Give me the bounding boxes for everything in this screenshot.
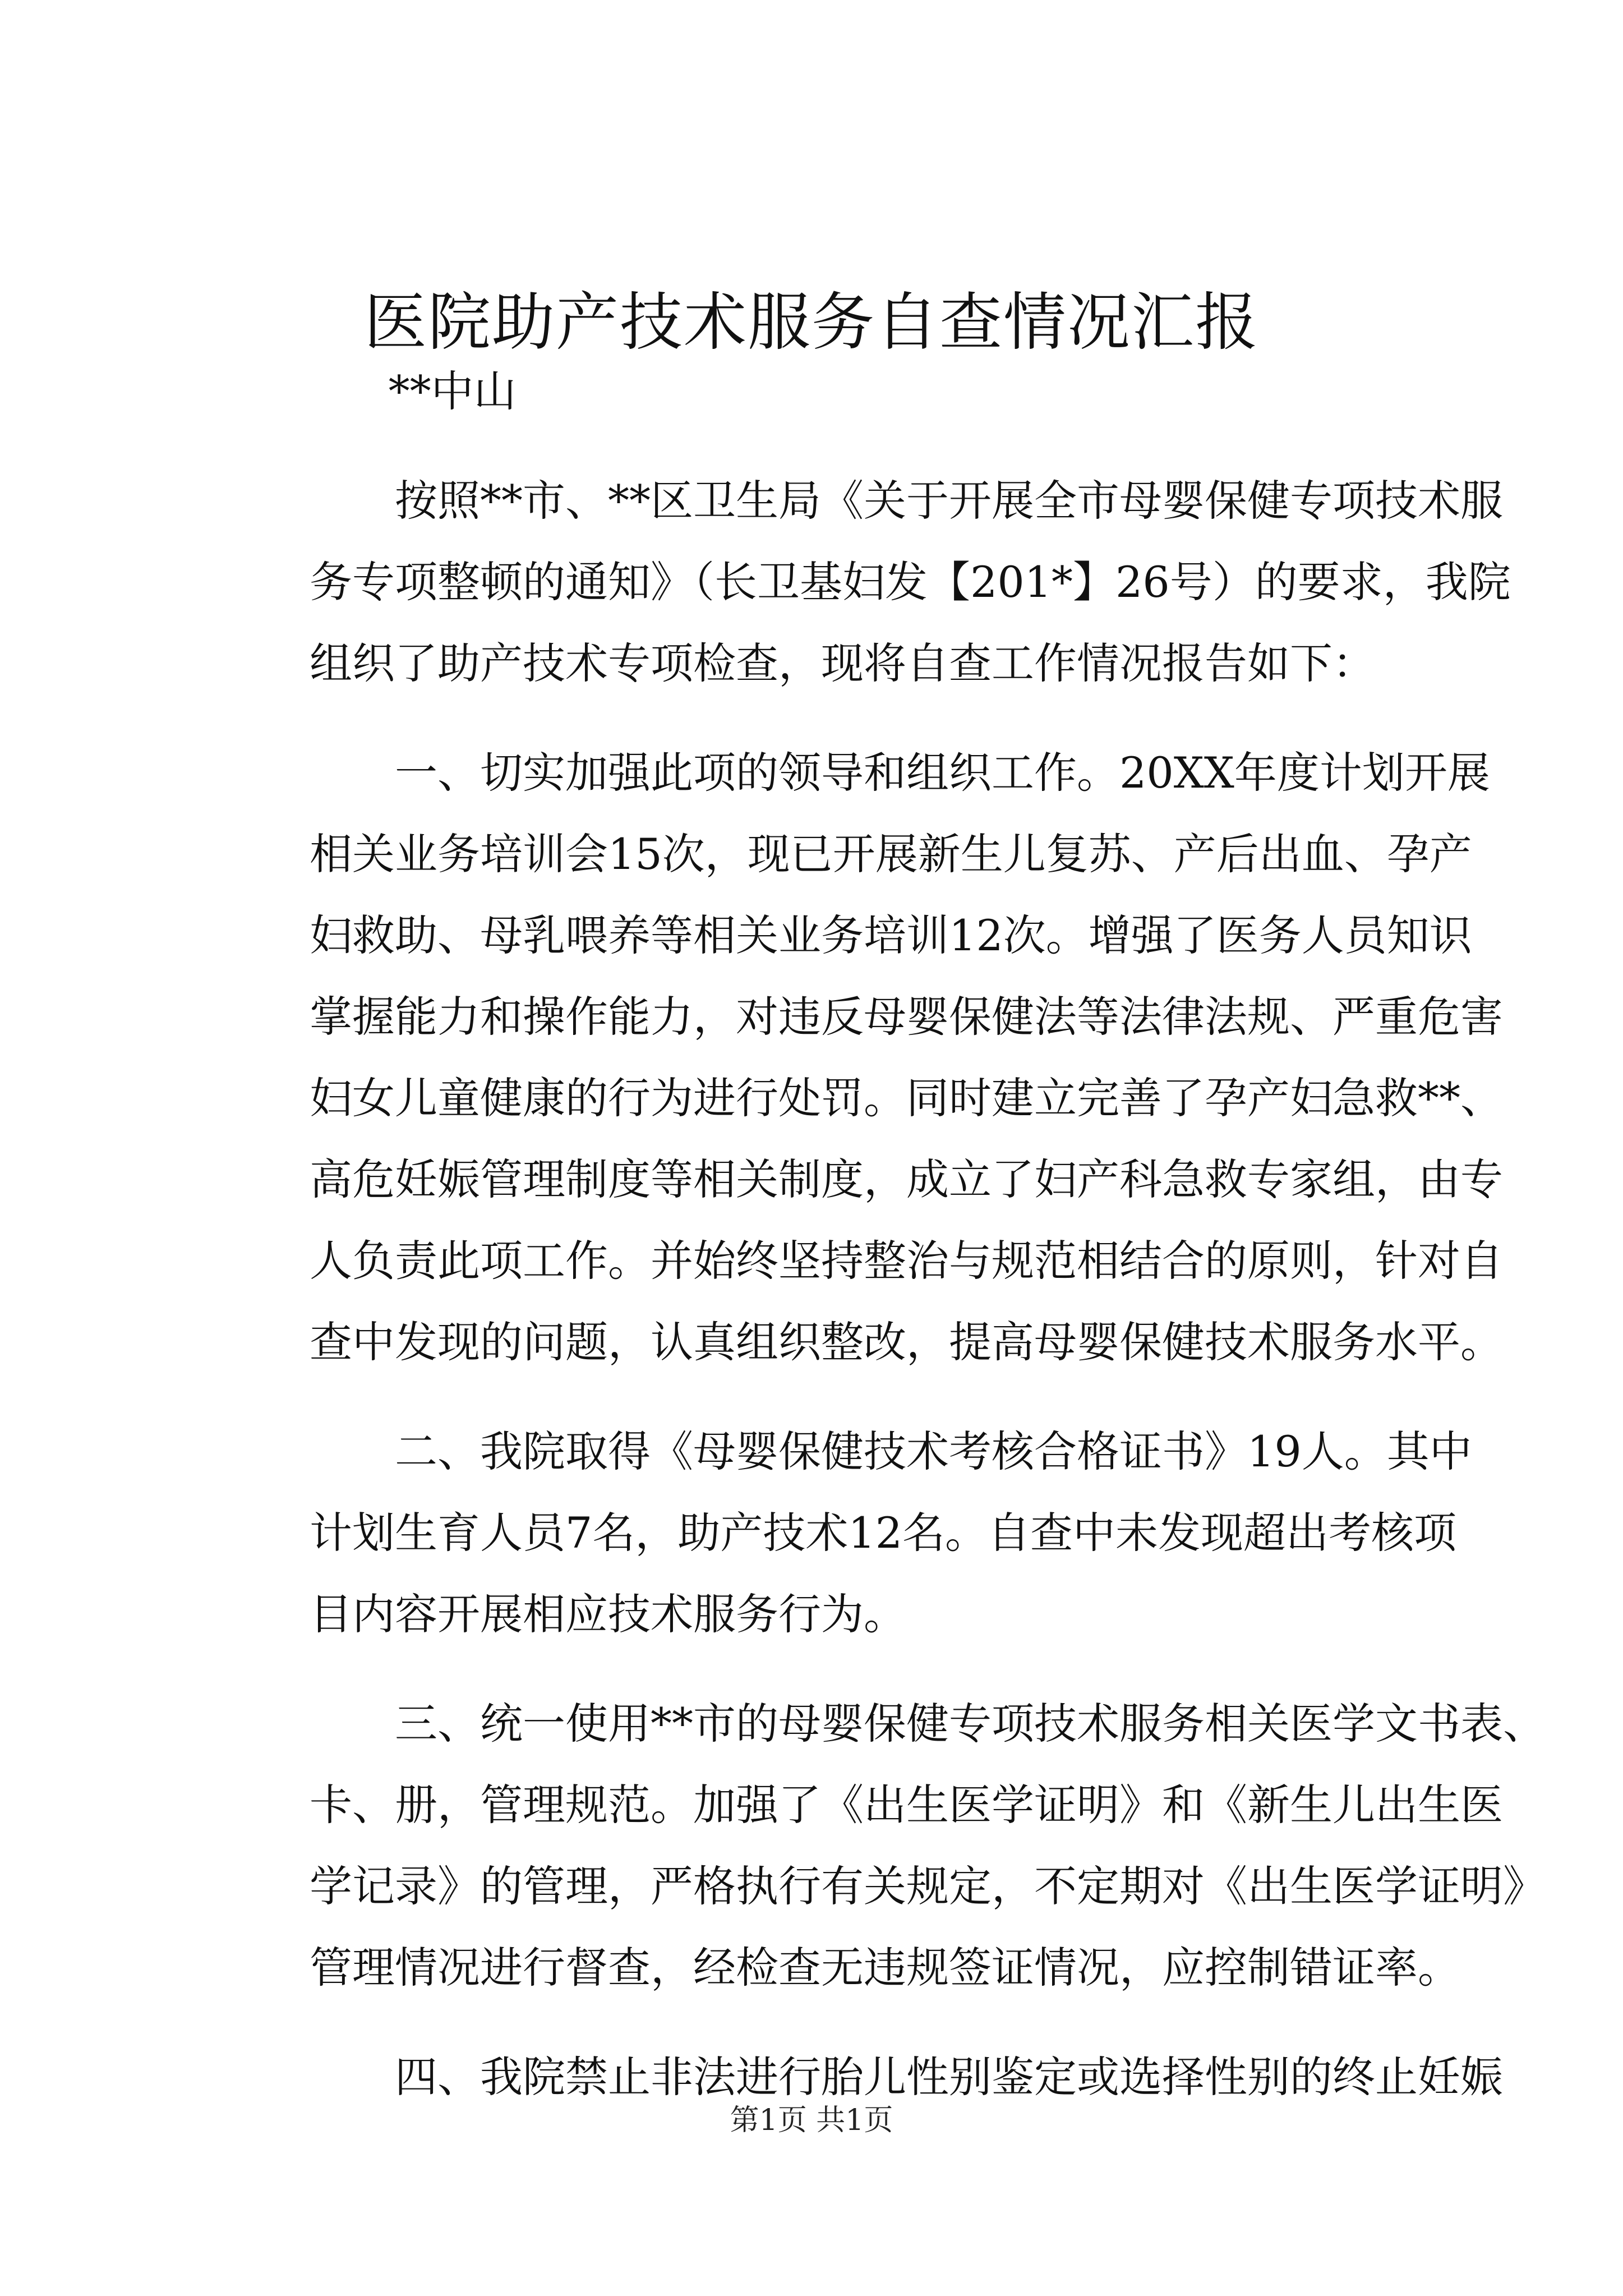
document-body <box>310 351 1546 2146</box>
paragraph-line: 管理情况进行督查，经检查无违规签证情况，应控制错证率。 <box>310 1943 1460 1993</box>
paragraph-line: 学记录》的管理，严格执行有关规定，不定期对《出生医学证明》 <box>310 1861 1546 1911</box>
paragraph <box>310 1683 1546 2008</box>
paragraph-line: 计划生育人员7名，助产技术12名。自查中未发现超出考核项 <box>310 1508 1457 1558</box>
paragraph-line: 二、我院取得《母婴保健技术考核合格证书》19人。其中 <box>395 1427 1472 1476</box>
paragraph-line: 查中发现的问题，认真组织整改，提高母婴保健技术服务水平。 <box>310 1317 1503 1367</box>
page-footer: 第1页 共1页 <box>730 2104 893 2137</box>
paragraph-line: 三、统一使用**市的母婴保健专项技术服务相关医学文书表、 <box>395 1699 1546 1749</box>
paragraph-line: 组织了助产技术专项检查，现将自查工作情况报告如下： <box>310 638 1375 688</box>
paragraph-line: 妇女儿童健康的行为进行处罚。同时建立完善了孕产妇急救**、 <box>310 1073 1503 1123</box>
document-title: 医院助产技术服务自查情况汇报 <box>364 286 1259 359</box>
paragraph-line: 人负责此项工作。并始终坚持整治与规范相结合的原则，针对自 <box>310 1236 1503 1286</box>
paragraph <box>310 732 1503 1383</box>
paragraph-line: 相关业务培训会15次，现已开展新生儿复苏、产后出血、孕产 <box>310 829 1472 879</box>
author-line: **中山 <box>388 366 517 416</box>
paragraph <box>310 1411 1472 1655</box>
paragraph-line: 四、我院禁止非法进行胎儿性别鉴定或选择性别的终止妊娠 <box>395 2052 1503 2102</box>
paragraph-line: 高危妊娠管理制度等相关制度，成立了妇产科急救专家组，由专 <box>310 1154 1503 1204</box>
paragraph-line: 目内容开展相应技术服务行为。 <box>310 1589 906 1639</box>
paragraph-list <box>310 460 1546 2118</box>
paragraph-line: 妇救助、母乳喂养等相关业务培训12次。增强了医务人员知识 <box>310 910 1472 960</box>
paragraph-line: 务专项整顿的通知》（长卫基妇发【201*】26号）的要求，我院 <box>310 557 1511 607</box>
paragraph-line: 按照**市、**区卫生局《关于开展全市母婴保健专项技术服 <box>395 476 1503 526</box>
paragraph-line: 卡、册，管理规范。加强了《出生医学证明》和《新生儿出生医 <box>310 1780 1503 1830</box>
paragraph-line: 掌握能力和操作能力，对违反母婴保健法等法律法规、严重危害 <box>310 992 1503 1042</box>
paragraph <box>310 460 1511 704</box>
paragraph-line: 一、切实加强此项的领导和组织工作。20XX年度计划开展 <box>395 748 1490 798</box>
